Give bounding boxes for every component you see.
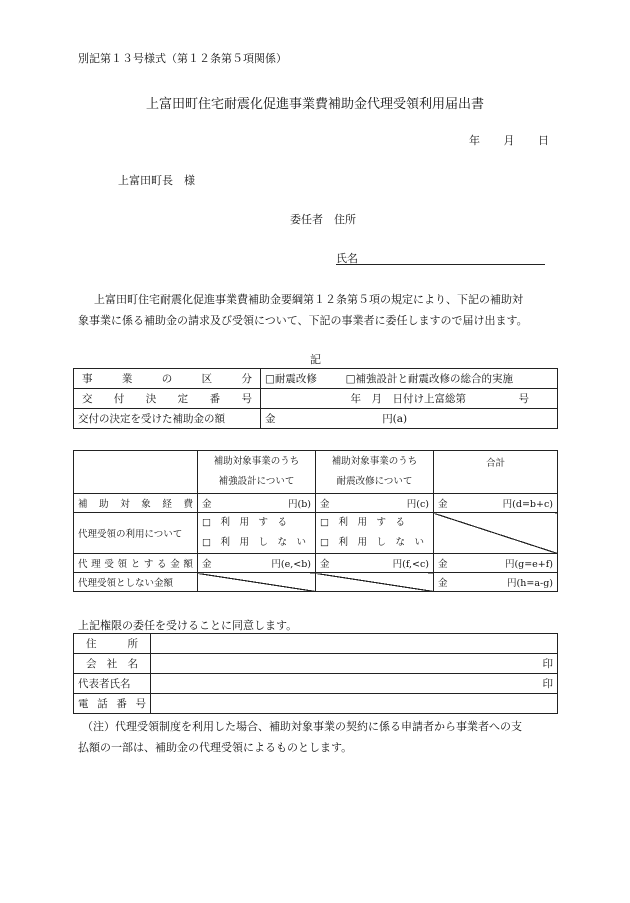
- form-id: 別記第１３号様式（第１２条第５項関係）: [78, 52, 287, 65]
- eligible-cost-label: 補 助 対 象 経 費: [74, 494, 198, 513]
- name-label: 氏名: [336, 252, 358, 265]
- header-total: 合計: [434, 451, 558, 494]
- decision-number-value[interactable]: 年 月 日付け上富総第 号: [261, 389, 558, 409]
- non-proxy-amount-total[interactable]: 金 円(h=a-g): [434, 573, 558, 592]
- project-info-table: [73, 368, 558, 429]
- table-row: [74, 694, 558, 714]
- project-category-label: 事 業 の 区 分: [74, 369, 261, 389]
- use-no-checkbox[interactable]: □ 利 用 し な い: [202, 537, 306, 548]
- use-yes-checkbox[interactable]: □ 利 用 す る: [202, 517, 287, 528]
- address-field[interactable]: [151, 634, 558, 654]
- month-label: 月: [503, 134, 515, 147]
- eligible-cost-design[interactable]: 金 円(b): [198, 494, 316, 513]
- option-seismic-retrofit[interactable]: □耐震改修: [265, 373, 317, 385]
- note-line1: （注）代理受領制度を利用した場合、補助対象事業の契約に係る申請者から事業者への支: [82, 720, 522, 733]
- diagonal-cell: [316, 573, 434, 592]
- table-row: [74, 573, 558, 592]
- proxy-use-design[interactable]: [198, 513, 316, 554]
- table-row: [74, 513, 558, 554]
- delegator-address-label: 委任者 住所: [290, 213, 356, 226]
- representative-field[interactable]: [151, 674, 558, 694]
- phone-field[interactable]: [151, 694, 558, 714]
- consent-text: 上記権限の委任を受けることに同意します。: [78, 619, 298, 632]
- day-label: 日: [538, 134, 549, 147]
- proxy-amount-label: 代 理 受 領 と す る 金 額: [74, 554, 198, 573]
- proxy-use-label: 代理受領の利用について: [74, 513, 198, 554]
- table-header-row: [74, 451, 558, 494]
- body-text-line1: 上富田町住宅耐震化促進事業費補助金要綱第１２条第５項の規定により、下記の補助対: [94, 293, 523, 306]
- use-no-checkbox[interactable]: □ 利 用 し な い: [320, 537, 424, 548]
- ki-heading: 記: [310, 353, 321, 366]
- proxy-amount-design[interactable]: 金 円(e,<b): [198, 554, 316, 573]
- name-line[interactable]: [336, 250, 545, 265]
- date-line: [469, 132, 549, 148]
- note-line2: 払額の一部は、補助金の代理受領によるものとします。: [78, 741, 353, 754]
- representative-label: 代表者氏名: [74, 674, 151, 694]
- address-label: 住 所: [74, 634, 151, 654]
- company-field[interactable]: [151, 654, 558, 674]
- eligible-cost-retrofit[interactable]: 金 円(c): [316, 494, 434, 513]
- proxy-use-retrofit[interactable]: [316, 513, 434, 554]
- seal-mark: 印: [542, 678, 553, 690]
- table-row: [74, 494, 558, 513]
- decision-number-label: 交 付 決 定 番 号: [74, 389, 261, 409]
- project-category-options[interactable]: [261, 369, 558, 389]
- table-row: [74, 654, 558, 674]
- document-title: 上富田町住宅耐震化促進事業費補助金代理受領利用届出書: [145, 97, 484, 112]
- table-row: [74, 554, 558, 573]
- proxy-amount-total[interactable]: 金 円(g=e+f): [434, 554, 558, 573]
- proxy-receipt-table: [73, 450, 558, 592]
- addressee: 上富田町長 様: [118, 174, 195, 187]
- table-row: [74, 389, 558, 409]
- non-proxy-amount-label: 代理受領としない金額: [74, 573, 198, 592]
- header-retrofit: 補助対象事業のうち 耐震改修について: [316, 451, 434, 494]
- table-row: [74, 409, 558, 429]
- body-text-line2: 象事業に係る補助金の請求及び受領について、下記の事業者に委任しますので届け出ます。: [78, 314, 528, 327]
- table-row: [74, 369, 558, 389]
- use-yes-checkbox[interactable]: □ 利 用 す る: [320, 517, 405, 528]
- year-label: 年: [469, 134, 480, 147]
- diagonal-cell: [434, 513, 558, 554]
- option-combined[interactable]: □補強設計と耐震改修の総合的実施: [345, 373, 514, 385]
- diagonal-cell: [198, 573, 316, 592]
- contractor-table: [73, 633, 558, 714]
- eligible-cost-total[interactable]: 金 円(d=b+c): [434, 494, 558, 513]
- company-label: 会 社 名: [74, 654, 151, 674]
- table-row: [74, 634, 558, 654]
- header-design: 補助対象事業のうち 補強設計について: [198, 451, 316, 494]
- subsidy-amount-label: 交付の決定を受けた補助金の額: [74, 409, 261, 429]
- seal-mark: 印: [542, 658, 553, 670]
- proxy-amount-retrofit[interactable]: 金 円(f,<c): [316, 554, 434, 573]
- subsidy-amount-value[interactable]: 金 円(a): [261, 409, 558, 429]
- table-row: [74, 674, 558, 694]
- phone-label: 電 話 番 号: [74, 694, 151, 714]
